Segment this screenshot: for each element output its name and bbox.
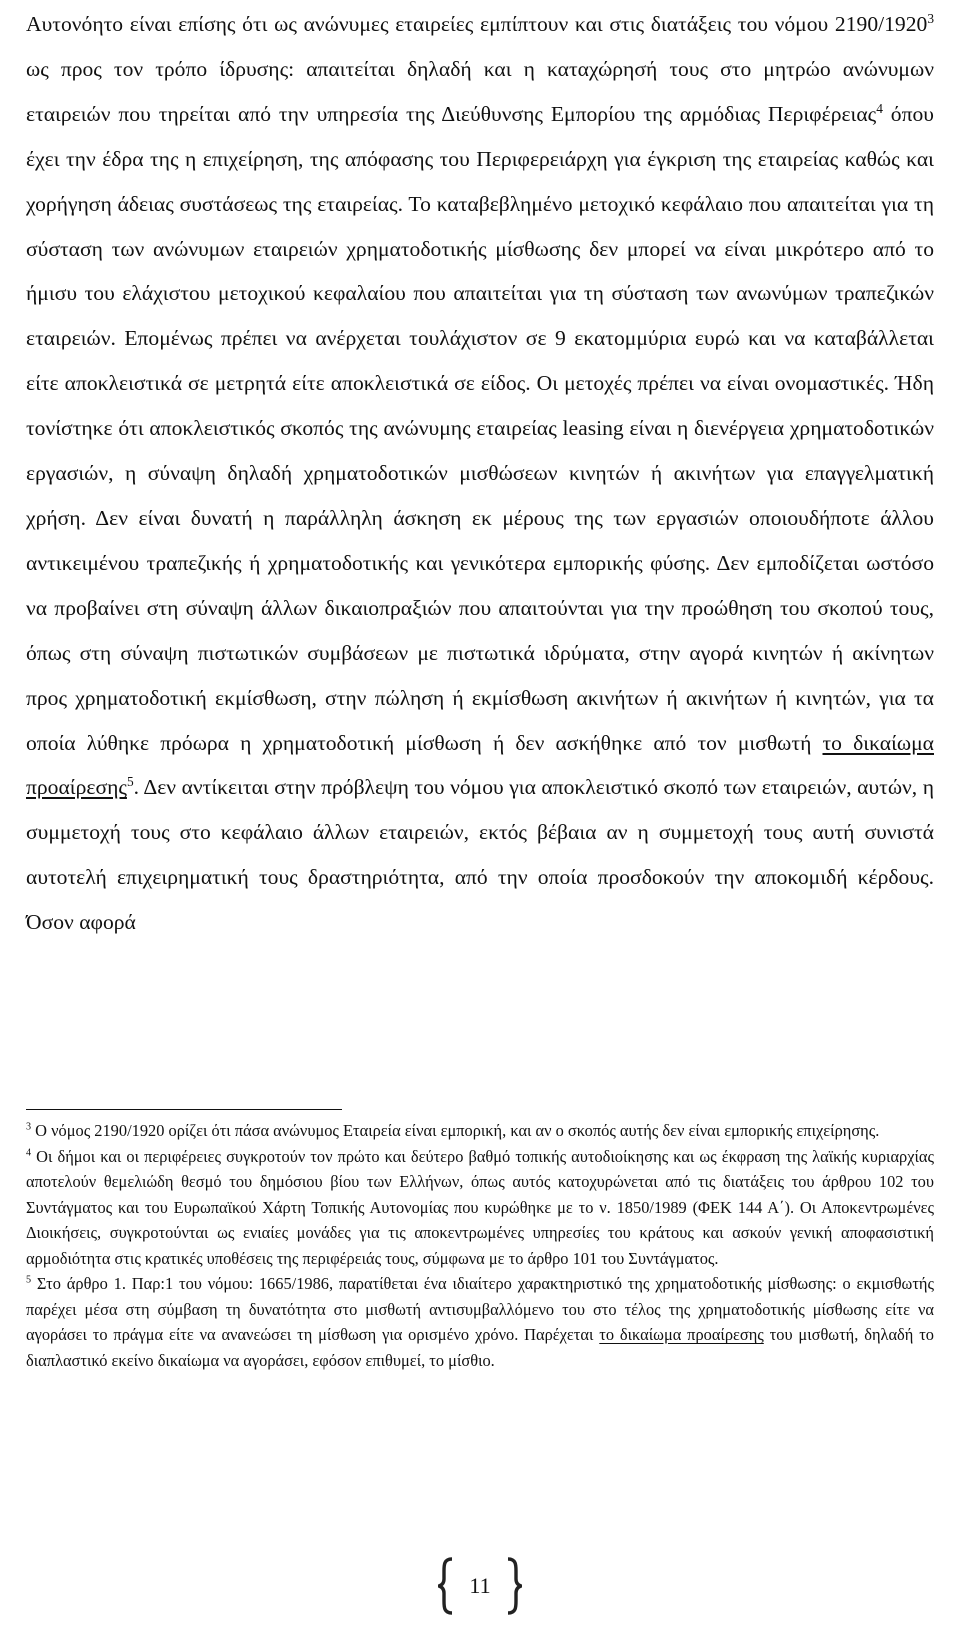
body-text-part-2: ως προς τον τρόπο ίδρυσης: απαιτείται δηλαδή και η καταχώρησή τους στο μητρώο ανώνυμων εταιρειών που τηρείται από την υπηρεσία της Διεύθυνσης Εμπορίου της αρμόδιας Περιφέρειας (26, 56, 934, 126)
left-brace-icon (439, 1559, 452, 1613)
footnotes (26, 1118, 934, 1373)
footnote-text: Οι δήμοι και οι περιφέρειες συγκροτούν τον πρώτο και δεύτερο βαθμό τοπικής αυτοδιοίκησης και ως έκφραση της λαϊκής κυριαρχίας αποτελούν θεμελιώδη θεσμό του δημόσιου βίου των Ελλήνων, όπως αυτός κατοχυρώνεται από τις διατάξεις του άρθρου 102 του Συντάγματος και του Ευρωπαϊκού Χάρτη Τοπικής Αυτονομίας που κυρώθηκε με το ν. 1850/1989 (ΦΕΚ 144 Α΄). Οι Αποκεντρωμένες Διοικήσεις, συγκροτούνται ως ενιαίες μονάδες για τις αποκεντρωμένες υπηρεσίες του κράτους και ασκούν γενική αποφασιστική αρμοδιότητα στις κρατικές υποθέσεις της περιφέρειάς τους, σύμφωνα με το άρθρο 101 του Συντάγματος. (26, 1146, 934, 1268)
footnote-number: 5 (26, 1274, 32, 1286)
footnote-separator (26, 1109, 342, 1110)
footnote-text-end: του μισθωτή, δηλαδή το διαπλαστικό εκείνο δικαίωμα να αγοράσει, εφόσον επιθυμεί, το μίσθιο. (26, 1325, 934, 1370)
body-text-part-3: όπου έχει την έδρα της η επιχείρηση, της απόφασης του Περιφερειάρχη για έγκριση της εταιρείας καθώς και χορήγηση άδειας συστάσεως της εταιρείας. Το καταβεβλημένο μετοχικό κεφάλαιο που απαιτείται για τη σύσταση των ανώνυμων εταιρειών χρηματοδοτικής μίσθωσης δεν μπορεί να είναι μικρότερο από το ήμισυ του ελάχιστου μετοχικού κεφαλαίου που απαιτείται για τη σύσταση των ανωνύμων τραπεζικών εταιρειών. Επομένως πρέπει να ανέρχεται τουλάχιστον σε 9 εκατομμύρια ευρώ και να καταβάλλεται είτε αποκλειστικά σε μετρητά είτε αποκλειστικά σε είδος. Οι μετοχές πρέπει να είναι ονομαστικές. Ήδη τονίστηκε ότι αποκλειστικός σκοπός της ανώνυμης εταιρείας leasing είναι η διενέργεια χρηματοδοτικών εργασιών, η σύναψη δηλαδή χρηματοδοτικών μισθώσεων κινητών ή ακινήτων για επαγγελματική χρήση. Δεν είναι δυνατή η παράλληλη άσκηση εκ μέρους της των εργασιών οποιουδήποτε άλλου αντικειμένου τραπεζικής ή χρηματοδοτικής και γενικότερα εμπορικής φύσης. Δεν εμποδίζεται ωστόσο να προβαίνει στη σύναψη άλλων δικαιοπραξιών που απαιτούνται για την προώθηση του σκοπού τους, όπως στη σύναψη πιστωτικών συμβάσεων με πιστωτικά ιδρύματα, στην αγορά κινητών ή ακίνητων προς χρηματοδοτική εκμίσθωση, στην πώληση ή εκμίσθωση ακινήτων ή ακινήτων ή κινητών, για τα οποία λύθηκε πρόωρα η χρηματοδοτική μίσθωση ή δεν ασκήθηκε από τον μισθωτή (26, 101, 934, 755)
body-text-part-1: Αυτονόητο είναι επίσης ότι ως ανώνυμες εταιρείες εμπίπτουν και στις διατάξεις του νόμου 2190/1920 (26, 12, 928, 36)
footnote-text: Στο άρθρο 1. Παρ:1 του νόμου: 1665/1986, παρατίθεται ένα ιδιαίτερο χαρακτηριστικό της χρηματοδοτικής μίσθωσης: ο εκμισθωτής παρέχει μέσα στη σύμβαση τη δυνατότητα στο μισθωτή αντισυμβαλλόμενο του στο τέλος της χρηματοδοτικής μίσθωσης είτε να αγοράσει το πράγμα είτε να ανανεώσει τη μίσθωση για ορισμένο χρόνο. Παρέχεται (26, 1274, 934, 1344)
footnote-underlined-term: το δικαίωμα προαίρεσης (599, 1325, 764, 1344)
footnote-4 (26, 1144, 934, 1272)
footnote-number: 4 (26, 1147, 32, 1159)
footnote-number: 3 (26, 1121, 32, 1133)
footnote-ref-4[interactable]: 4 (876, 100, 883, 116)
right-brace-icon (508, 1559, 521, 1613)
document-page (26, 0, 934, 945)
footnote-ref-5[interactable]: 5 (126, 774, 134, 790)
footnote-text: Ο νόμος 2190/1920 ορίζει ότι πάσα ανώνυμος Εταιρεία είναι εμπορική, και αν ο σκοπός αυτής δεν είναι εμπορικής επιχείρησης. (31, 1121, 880, 1140)
body-paragraph (26, 0, 934, 945)
page-number-frame (438, 1557, 522, 1615)
underlined-term: το δικαίωμα προαίρεσης (26, 730, 934, 800)
footnote-ref-3[interactable]: 3 (927, 10, 934, 26)
footnote-3 (26, 1118, 934, 1144)
footnote-5 (26, 1271, 934, 1373)
body-text-part-4: . Δεν αντίκειται στην πρόβλεψη του νόμου για αποκλειστικό σκοπό των εταιρειών, αυτών, η συμμετοχή τους στο κεφάλαιο άλλων εταιρειών, εκτός βέβαια αν η συμμετοχή τους αυτή συνιστά αυτοτελή επιχειρηματική τους δραστηριότητα, από την οποία προσδοκούν την αποκομιδή κέρδους. Όσον αφορά (26, 775, 934, 935)
page-number-area (0, 1556, 960, 1616)
page-number: 11 (469, 1573, 491, 1598)
